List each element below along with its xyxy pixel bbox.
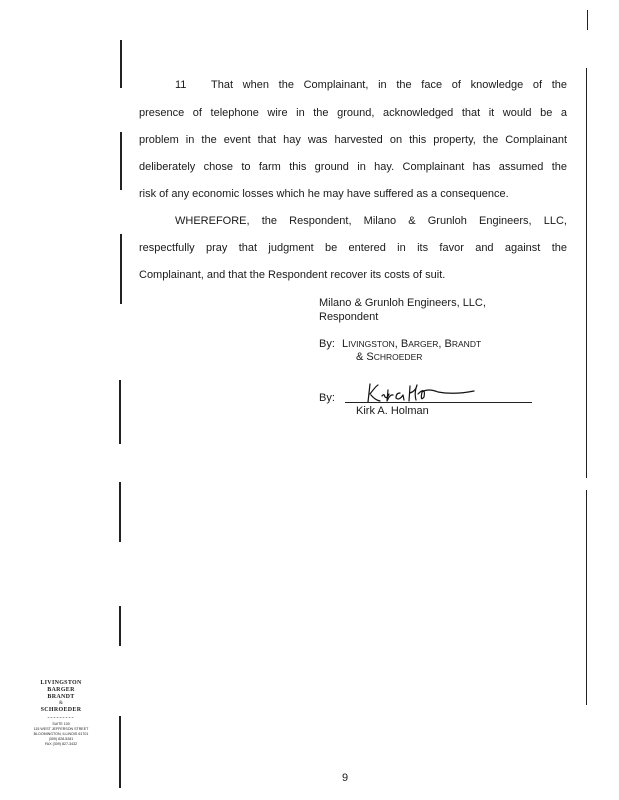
firm-margin-ampersand: & bbox=[59, 701, 63, 706]
paragraph-11-line-2: presence of telephone wire in the ground, acknowledged that it would be a bbox=[139, 107, 567, 119]
paragraph-11-line-5: risk of any economic losses which he may have suffered as a consequence. bbox=[139, 188, 509, 200]
firm-margin-address: FAX (309) 827-3432 bbox=[44, 742, 78, 746]
wherefore-line-1 bbox=[139, 215, 567, 228]
firm-margin-name: SCHROEDER bbox=[40, 707, 82, 713]
party-name: Milano & Grunloh Engineers, LLC, bbox=[319, 297, 486, 309]
firm-margin-divider: --------- bbox=[47, 715, 75, 721]
change-bar bbox=[119, 380, 121, 444]
firm-by-label: By: bbox=[319, 338, 335, 350]
margin-mark bbox=[587, 10, 588, 30]
paragraph-11-line-4: deliberately chose to farm this ground in hay. Complainant has assumed the bbox=[139, 161, 567, 173]
firm-margin-address: 115 WEST JEFFERSON STREET bbox=[33, 727, 89, 731]
change-bar bbox=[120, 234, 122, 304]
paragraph-11-line-1 bbox=[139, 79, 567, 92]
wherefore-line-3: Complainant, and that the Respondent recover its costs of suit. bbox=[139, 269, 446, 281]
firm-letterhead-margin bbox=[28, 680, 94, 747]
change-bar bbox=[119, 482, 121, 542]
firm-name-line-1: LIVINGSTON, BARGER, BRANDT bbox=[342, 338, 482, 350]
wherefore-text: WHEREFORE, the Respondent, Milano & Grunloh Engineers, LLC, bbox=[175, 215, 567, 227]
firm-margin-name: BARGER bbox=[47, 687, 75, 693]
paragraph-number: 11 bbox=[175, 79, 187, 91]
change-bar bbox=[119, 716, 121, 788]
change-bar bbox=[120, 40, 122, 88]
page-number: 9 bbox=[342, 772, 349, 784]
firm-margin-address: BLOOMINGTON, ILLINOIS 61701 bbox=[33, 732, 89, 736]
firm-margin-name: BRANDT bbox=[47, 694, 75, 700]
signer-by-label: By: bbox=[319, 392, 335, 404]
firm-name-line-2: & SCHROEDER bbox=[356, 351, 423, 363]
signature-line bbox=[345, 402, 532, 403]
firm-margin-address: (309) 828-5281 bbox=[48, 737, 74, 741]
paragraph-text: That when the Complainant, in the face of knowledge of the bbox=[211, 79, 567, 91]
change-bar bbox=[120, 132, 122, 190]
wherefore-line-2: respectfully pray that judgment be entered in its favor and against the bbox=[139, 242, 567, 254]
firm-margin-name: LIVINGSTON bbox=[40, 680, 82, 686]
paragraph-11-line-3: problem in the event that hay was harvested on this property, the Complainant bbox=[139, 134, 567, 146]
firm-margin-address: SUITE 100 bbox=[52, 722, 70, 726]
margin-mark bbox=[586, 490, 587, 705]
party-role: Respondent bbox=[319, 311, 379, 323]
change-bar bbox=[119, 606, 121, 646]
margin-mark bbox=[586, 68, 587, 478]
signer-name: Kirk A. Holman bbox=[356, 405, 429, 417]
